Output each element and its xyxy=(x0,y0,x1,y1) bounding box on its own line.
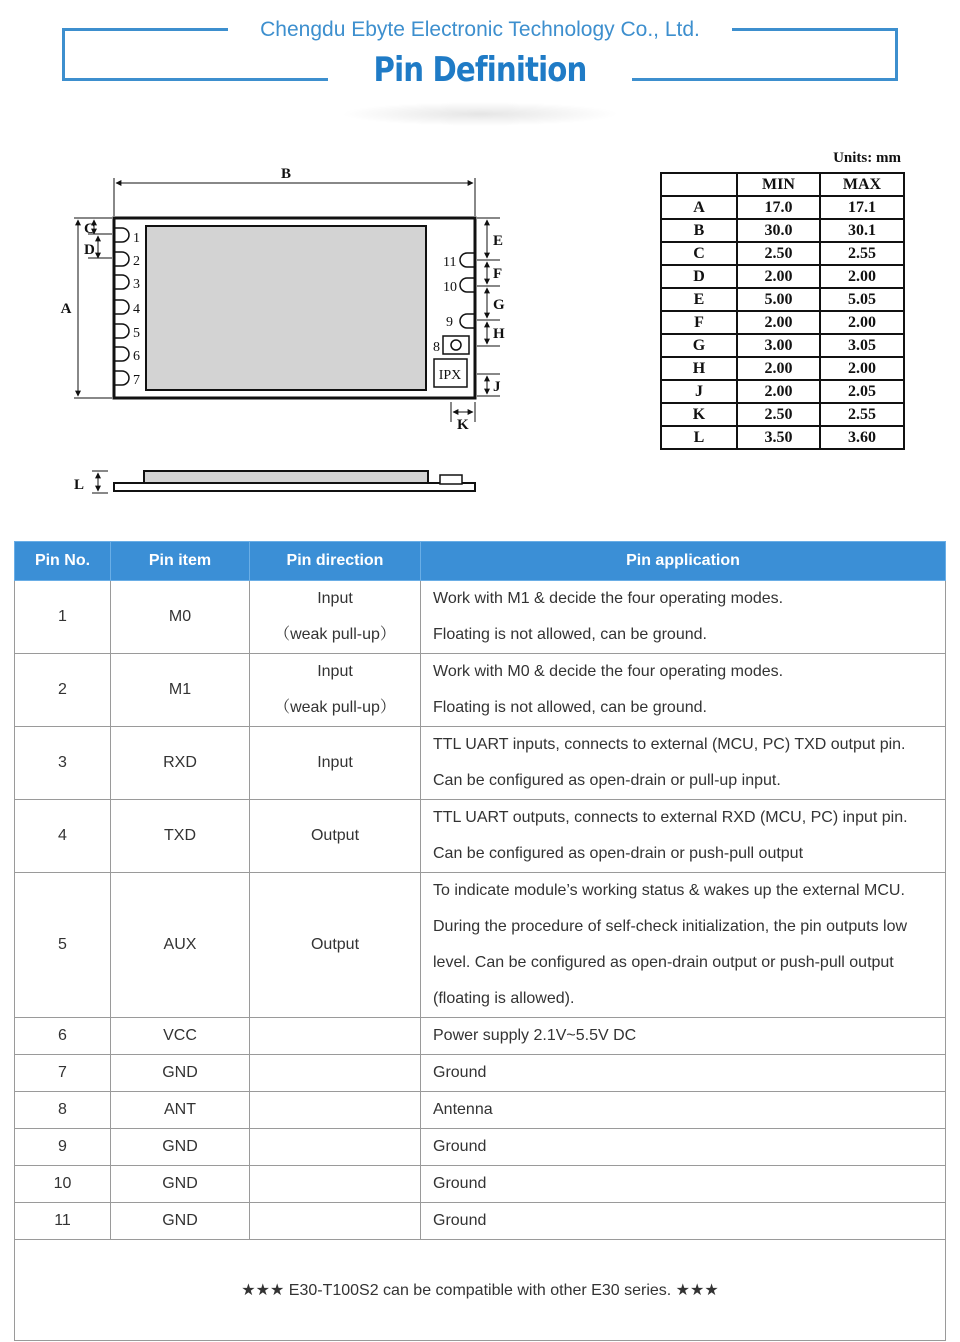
pin-direction xyxy=(250,1129,421,1166)
dim-label-c: C xyxy=(84,221,95,237)
dim-label-a: A xyxy=(60,301,72,317)
header-pin-no: Pin No. xyxy=(15,542,111,581)
table-row xyxy=(15,581,946,654)
pin-application: TTL UART inputs, connects to external (MCU, PC) TXD output pin. Can be configured as open-drain or pull-up input. xyxy=(421,727,946,800)
pin-label-4: 4 xyxy=(133,302,140,317)
pin-item: M1 xyxy=(111,654,250,727)
dim-label-f: F xyxy=(493,266,503,282)
pin-application: Ground xyxy=(421,1055,946,1092)
pin-direction xyxy=(250,1055,421,1092)
pin-direction xyxy=(250,1203,421,1240)
pin-item: GND xyxy=(111,1055,250,1092)
ipx-label: IPX xyxy=(438,368,462,383)
table-row xyxy=(15,1092,946,1129)
table-row xyxy=(15,1129,946,1166)
pin-no: 3 xyxy=(15,727,111,800)
dim-header-blank xyxy=(661,173,737,196)
dim-header-min: MIN xyxy=(737,173,820,196)
table-row xyxy=(15,1055,946,1092)
pin-label-9: 9 xyxy=(446,315,453,330)
pin-label-11: 11 xyxy=(443,255,457,270)
dim-row: D 2.00 2.00 xyxy=(661,265,904,288)
pin-no: 4 xyxy=(15,800,111,873)
pin-no: 8 xyxy=(15,1092,111,1129)
pin-label-1: 1 xyxy=(133,231,140,246)
pin-label-3: 3 xyxy=(133,277,140,292)
pin-direction: Input （weak pull-up） xyxy=(250,654,421,727)
pin-application: Work with M0 & decide the four operating modes. Floating is not allowed, can be ground. xyxy=(421,654,946,727)
dim-header-max: MAX xyxy=(820,173,904,196)
table-row xyxy=(15,800,946,873)
dim-row: G 3.00 3.05 xyxy=(661,334,904,357)
pin-no: 5 xyxy=(15,873,111,1018)
header-rule-left xyxy=(62,78,328,81)
pin-item: AUX xyxy=(111,873,250,1018)
side-view-board xyxy=(114,483,475,491)
pin-no: 11 xyxy=(15,1203,111,1240)
ant-pad xyxy=(443,336,469,354)
pin-direction: Input xyxy=(250,727,421,800)
dim-label-k: K xyxy=(457,417,469,433)
dim-row: E 5.00 5.05 xyxy=(661,288,904,311)
table-row xyxy=(15,654,946,727)
pin-application: Ground xyxy=(421,1166,946,1203)
pin-label-8: 8 xyxy=(433,340,440,355)
title-shadow xyxy=(340,102,620,126)
side-view-ipx xyxy=(440,475,462,484)
pin-direction: Output xyxy=(250,800,421,873)
pin-application: Antenna xyxy=(421,1092,946,1129)
pin-item: TXD xyxy=(111,800,250,873)
pin-label-10: 10 xyxy=(443,280,457,295)
pin-direction xyxy=(250,1092,421,1129)
pin-no: 7 xyxy=(15,1055,111,1092)
company-name: Chengdu Ebyte Electronic Technology Co., Ltd. xyxy=(228,16,732,44)
pin-application: To indicate module’s working status & wakes up the external MCU. During the procedure of self-check initialization, the pin outputs low level. Can be configured as open-drain output or push-pull output (floating is allowed). xyxy=(421,873,946,1018)
dim-row: J 2.00 2.05 xyxy=(661,380,904,403)
pin-no: 1 xyxy=(15,581,111,654)
pin-item: RXD xyxy=(111,727,250,800)
pin-no: 9 xyxy=(15,1129,111,1166)
pin-item: GND xyxy=(111,1166,250,1203)
pin-no: 10 xyxy=(15,1166,111,1203)
dim-row: B 30.0 30.1 xyxy=(661,219,904,242)
dim-label-j: J xyxy=(493,379,501,395)
pin-label-5: 5 xyxy=(133,326,140,341)
pin-direction: Input （weak pull-up） xyxy=(250,581,421,654)
pin-item: VCC xyxy=(111,1018,250,1055)
header-pin-item: Pin item xyxy=(111,542,250,581)
pin-application: TTL UART outputs, connects to external RXD (MCU, PC) input pin. Can be configured as open-drain or push-pull output xyxy=(421,800,946,873)
dim-label-h: H xyxy=(493,326,505,342)
pin-application: Ground xyxy=(421,1203,946,1240)
note-row xyxy=(15,1240,946,1341)
pin-definition-table xyxy=(14,541,946,1341)
header-pin-direction: Pin direction xyxy=(250,542,421,581)
dim-row: A 17.0 17.1 xyxy=(661,196,904,219)
table-row xyxy=(15,1018,946,1055)
dimension-table xyxy=(660,172,905,450)
pin-direction xyxy=(250,1166,421,1203)
pin-label-2: 2 xyxy=(133,254,140,269)
compatibility-note: ★★★ E30-T100S2 can be compatible with other E30 series. ★★★ xyxy=(15,1240,946,1341)
dim-row: H 2.00 2.00 xyxy=(661,357,904,380)
header-rule-right xyxy=(632,78,898,81)
units-label: Units: mm xyxy=(833,150,901,166)
table-row xyxy=(15,873,946,1018)
dim-label-b: B xyxy=(280,166,292,182)
dim-row: F 2.00 2.00 xyxy=(661,311,904,334)
dim-label-g: G xyxy=(493,297,505,313)
pin-application: Ground xyxy=(421,1129,946,1166)
pin-application: Power supply 2.1V~5.5V DC xyxy=(421,1018,946,1055)
dim-row: K 2.50 2.55 xyxy=(661,403,904,426)
pin-no: 6 xyxy=(15,1018,111,1055)
pin-application: Work with M1 & decide the four operating modes. Floating is not allowed, can be ground. xyxy=(421,581,946,654)
pin-direction xyxy=(250,1018,421,1055)
dim-label-e: E xyxy=(493,233,504,249)
pin-label-6: 6 xyxy=(133,349,140,364)
page-title: Pin Definition xyxy=(373,50,587,90)
table-row xyxy=(15,1203,946,1240)
shield-can xyxy=(146,226,426,390)
dim-header-row xyxy=(661,173,904,196)
table-row xyxy=(15,1166,946,1203)
pin-no: 2 xyxy=(15,654,111,727)
pin-direction: Output xyxy=(250,873,421,1018)
table-row xyxy=(15,727,946,800)
dim-label-d: D xyxy=(84,242,95,258)
dim-row: L 3.50 3.60 xyxy=(661,426,904,449)
dim-label-l: L xyxy=(74,477,85,493)
pin-item: GND xyxy=(111,1129,250,1166)
header-pin-application: Pin application xyxy=(421,542,946,581)
pin-item: M0 xyxy=(111,581,250,654)
pin-item: ANT xyxy=(111,1092,250,1129)
pin-label-7: 7 xyxy=(133,373,140,388)
module-dimension-diagram xyxy=(40,150,505,500)
pin-table-header xyxy=(15,542,946,581)
pin-item: GND xyxy=(111,1203,250,1240)
dim-row: C 2.50 2.55 xyxy=(661,242,904,265)
